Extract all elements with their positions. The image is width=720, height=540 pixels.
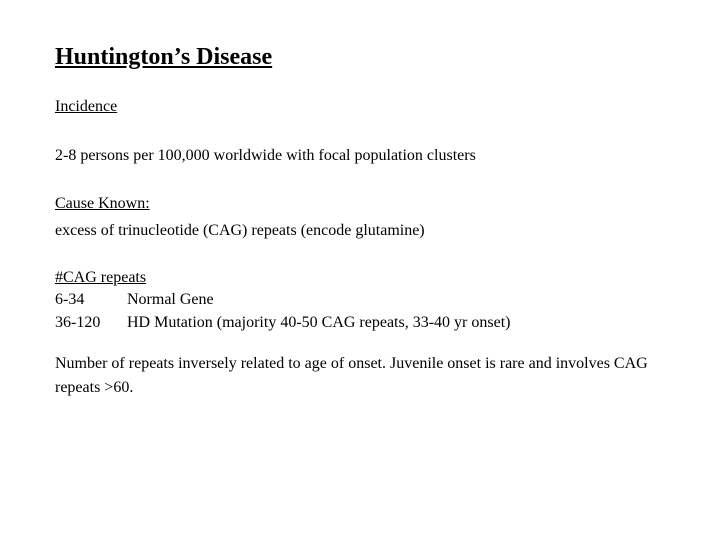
repeats-range: 36-120 — [55, 314, 101, 331]
cause-text: excess of trinucleotide (CAG) repeats (encode glutamine) — [55, 222, 425, 239]
repeats-meaning: HD Mutation (majority 40-50 CAG repeats, 33-40 yr onset) — [127, 314, 511, 331]
page-title: Huntington’s Disease — [55, 44, 273, 70]
cause-heading: Cause Known: — [55, 195, 150, 212]
repeats-heading: #CAG repeats — [55, 269, 147, 286]
incidence-text: 2-8 persons per 100,000 worldwide with focal population clusters — [55, 147, 476, 164]
repeats-row — [55, 290, 214, 309]
repeats-meaning: Normal Gene — [127, 291, 214, 308]
repeats-range: 6-34 — [55, 291, 85, 308]
incidence-heading: Incidence — [55, 98, 118, 115]
repeats-row — [55, 313, 510, 332]
onset-note: Number of repeats inversely related to age of onset. Juvenile onset is rare and involves CAG repeats >60. — [55, 355, 648, 396]
